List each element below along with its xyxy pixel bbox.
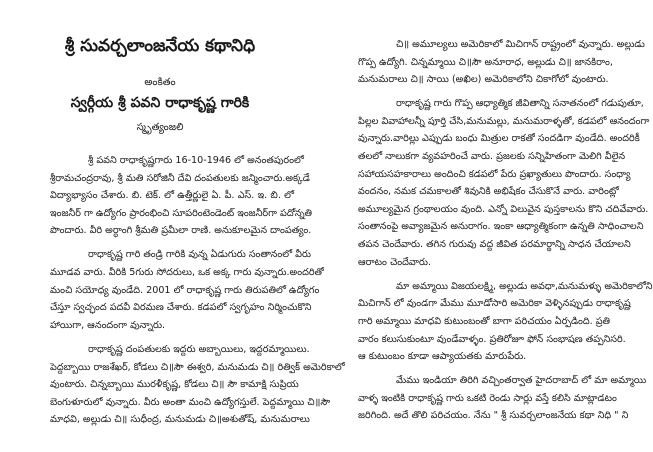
text-line: మూడవ వారు. వీరికి 5గురు సోదరులు, ఒక అక్క గారు వున్నారు.అందరితో	[50, 267, 324, 279]
text-line: పొందారు. వీరి అర్ధాంగి శ్రీమతి ప్రమీలా రాణి. అనుకూలమైన దాంపత్యం.	[50, 225, 312, 237]
honoree-name: స్వర్గీయ శ్రీ పవని రాధాకృష్ణ గారికి	[70, 95, 250, 111]
text-line: వందనం, నమక చమకాలతో శివునికి అభిషేకం చేసుకొనే వారు. వారింట్లో	[358, 186, 619, 198]
book-title: శ్రీ సువర్చలాంజనేయ కథానిధి	[64, 36, 256, 56]
paragraph	[358, 36, 645, 89]
text-line: రాధాకృష్ణ గారు గొప్ప ఆధ్యాత్మిక జీవితాన్ని సనాతనంలో గడుపుతూ,	[396, 98, 644, 110]
text-line: చి॥ అమూల్యలు అమెరికాలో మిచిగాన్ రాష్ట్రంలో వున్నారు. అల్లుడు	[396, 39, 645, 50]
text-line: వారం కలుసుకుంటూ వుండేవాళ్ళం. ప్రతిరోజూ ఫోన్ సంభాషణ తప్పనిసరి.	[358, 333, 626, 345]
tribute-label: స్మృత్యంజలి	[136, 122, 184, 133]
text-line: మంచి సయోధ్య వుండేది. 2001 లో రాధాకృష్ణ గారు తిరుపతిలో ఉద్యోగం	[50, 284, 320, 296]
text-line: మాధవి, అల్లుడు చి॥ సుధీంద్ర, మనుమడు చి॥అశుతోష్, మనుమరాలు	[50, 414, 310, 426]
text-line: గారి అమ్మాయి మాధవి కుటుంబంతో బాగా పరిచయం ఏర్పడింది. ప్రతి	[358, 315, 611, 327]
text-line: రాధాకృష్ణ దంపతులకు ఇద్దరు అబ్బాయిలు, ఇద్దరమ్మాయిలు.	[88, 343, 310, 355]
text-line: ఆరాటం చెందేవారు.	[358, 256, 432, 268]
text-line: గొప్ప ఉద్యోగి. చిన్నమ్మాయి చి॥సౌ అనూరాధ, అల్లుడు చి॥ జానకిరాం,	[358, 56, 613, 68]
text-line: బెంగుళూరులో వున్నారు. వీరు అంతా మంచి ఉద్యోగస్తులే. పెద్దమ్మాయి చి॥సౌ	[50, 396, 331, 408]
paragraph	[50, 341, 345, 429]
text-line: హాయిగా, ఆనందంగా వున్నారు.	[50, 319, 166, 331]
text-line: విద్యాభ్యాసం చేశారు. బి. టెక్. లో ఉత్తీర్ణులై ఏ. పీ. ఎస్. ఇ. బి. లో	[50, 190, 294, 202]
text-line: మా అమ్మాయి విజయలక్ష్మి, అల్లుడు అవధా,మనుమళ్ళు అమెరికాలోని	[396, 280, 653, 292]
text-line: జరిగింది. అదే తొలి పరిచయం. నేను " శ్రీ సువర్చలాంజనేయ కథా నిధి " ని	[358, 410, 629, 422]
paragraph	[358, 372, 647, 425]
right-page	[320, 0, 653, 452]
paragraph	[50, 152, 313, 240]
text-line: సంతానంపై అవ్యాజమైన అనురాగం. ఇంకా ఆధ్యాత్మికంగా ఉన్నతి సాధించాలని	[358, 221, 644, 233]
text-line: సహాయసహకారాలు అందించి కడపలో పేరు ప్రఖ్యాతులు పొందారు. సంధ్యా	[358, 168, 631, 180]
text-line: రాధాకృష్ణ గారి తండ్రి గారికి వున్న ఏడుగురు సంతానంలో వీరు	[88, 249, 311, 261]
text-line: తపన చెందేవారు. తగిన గురువు వద్ద జీవిత పరమార్థాన్ని సాధన చేయాలని	[358, 239, 631, 251]
text-line: మిచిగాన్ లో వుండగా మేము మూడోసారి అమెరికా వెళ్ళినప్పుడు రాధాకృష్ణ	[358, 298, 631, 310]
dedication-label: అంకితం	[144, 77, 176, 88]
paragraph	[50, 246, 324, 334]
right-body-text	[358, 36, 653, 431]
text-line: వాళ్ళ ఇంటికి రాధాకృష్ణ గారు ఒకటి రెండు సార్లు వస్తే కలిసి మాట్లాడటం	[358, 392, 617, 404]
text-line: వుంటారు. చిన్నబ్బాయి మురళీకృష్ణ, కోడలు చి॥ సౌ కామాక్షి సుప్రియ	[50, 379, 299, 391]
paragraph	[358, 278, 653, 366]
left-body-text	[50, 152, 345, 435]
text-line: పెద్దబ్బాయి రాజశేఖర్, కోడలు చి॥సౌ ఈశ్వరి, మనుమడు చి॥ రిత్విక్ అమెరికాలో	[50, 361, 345, 373]
text-line: పిల్లల వివాహాలన్నీ పూర్తి చేసి,మనుమల్లు, మనుమరాళ్ళతో, కడపలో ఆనందంగా	[358, 115, 650, 127]
text-line: అమూల్యమైన గ్రంథాలయం వుంది. ఎన్నో విలువైన పుస్తకాలను కొని చదివేవారు.	[358, 203, 649, 215]
text-line: తలలో నాలుకగా వ్యవహరించే వారు. ప్రజలకు సన్నిహితంగా మెలిగి వీలైన	[358, 151, 626, 163]
paragraph	[358, 95, 650, 271]
text-line: వున్నారు.వారిల్లు ఎప్పుడు బంధు మిత్రుల రాకతో సందడిగా వుండేది. అందరికీ	[358, 133, 640, 145]
text-line: చేస్తూ స్వచ్ఛంద పదవీ విరమణ చేశారు. కడపలో స్వగృహం నిర్మించుకొని	[50, 302, 312, 314]
text-line: మేము ఇండియా తిరిగి వచ్చింతర్వాత హైదరాబాద్ లో మా అమ్మాయి	[396, 375, 647, 387]
text-line: మనుమరాలు చి॥ సాయి (అఖిల) అమెరికాలోని చికాగోలో వుంటారు.	[358, 74, 609, 86]
text-line: శ్రీ పవని రాధాకృష్ణగారు 16-10-1946 లో అనంతపురంలో	[88, 155, 304, 166]
text-line: ఇంజనీర్ గా ఉద్యోగం ప్రారంభించి సూపరింటెండెంట్ ఇంజనీర్‌గా పదోన్నతి	[50, 207, 313, 219]
text-line: శ్రీరామచంద్రరావు, శ్రీ మతి సరోజినీ దేవి దంపతులకు జన్మించారు.అక్కడే	[50, 172, 310, 184]
text-line: ఆ కుటుంబం కూడా ఆప్యాయతకు మారుపేరు.	[358, 351, 527, 363]
